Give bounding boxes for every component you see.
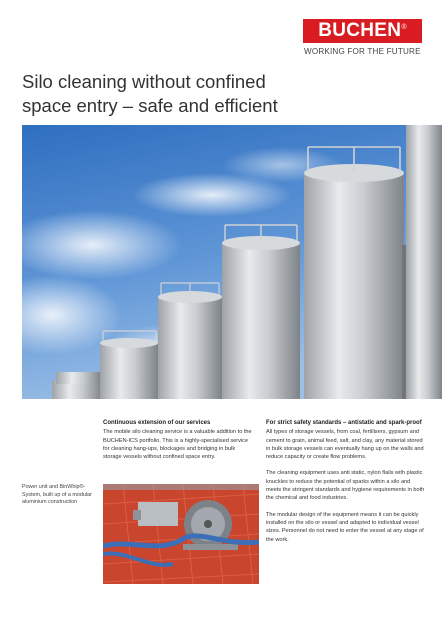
silo-photo <box>22 125 442 399</box>
photo-caption: Power unit and BinWhip®-System, built up of a modular aluminium construction <box>22 484 92 506</box>
title-line-2: space entry – safe and efficient <box>22 95 278 116</box>
tagline: WORKING FOR THE FUTURE <box>304 47 421 56</box>
right-column <box>266 419 426 552</box>
logo-text: BUCHEN <box>318 20 402 41</box>
left-column-body: The mobile silo cleaning service is a valuable addition to the BUCHEN-ICS portfolio. This is a highly-specialised service for cleaning hang-ups, blockages and bridging in bulk storage vessels without confined space entry. <box>103 429 252 461</box>
right-column-paragraph-3: The modular design of the equipment means it can be quickly installed on the silo or vessel and adapted to individual vessel sizes. Personnel do not need to enter the vessel at any stage of the work. <box>266 511 424 543</box>
page-title <box>22 70 312 118</box>
right-column-heading: For strict safety standards – antistatic and spark-proof <box>266 420 422 426</box>
title-line-1: Silo cleaning without confined <box>22 71 266 92</box>
right-column-paragraph-2: The cleaning equipment uses anti static, nylon flails with plastic knuckles to reduce the potential of sparks within a silo and meets the stringent standards and hygiene requirements in both the chemical and food industries. <box>266 470 425 502</box>
left-column <box>103 419 255 469</box>
registered-mark: ® <box>401 24 407 31</box>
left-column-heading: Continuous extension of our services <box>103 420 211 426</box>
equipment-photo <box>103 484 259 584</box>
buchen-logo <box>303 19 422 43</box>
right-column-paragraph-1: All types of storage vessels, from coal, fertilisers, gypsum and cement to grain, animal feed, salt, and clay, any material stored in bulk storage vessels can eventually hang up on the walls and reduce capacity or create flow problems. <box>266 429 424 461</box>
